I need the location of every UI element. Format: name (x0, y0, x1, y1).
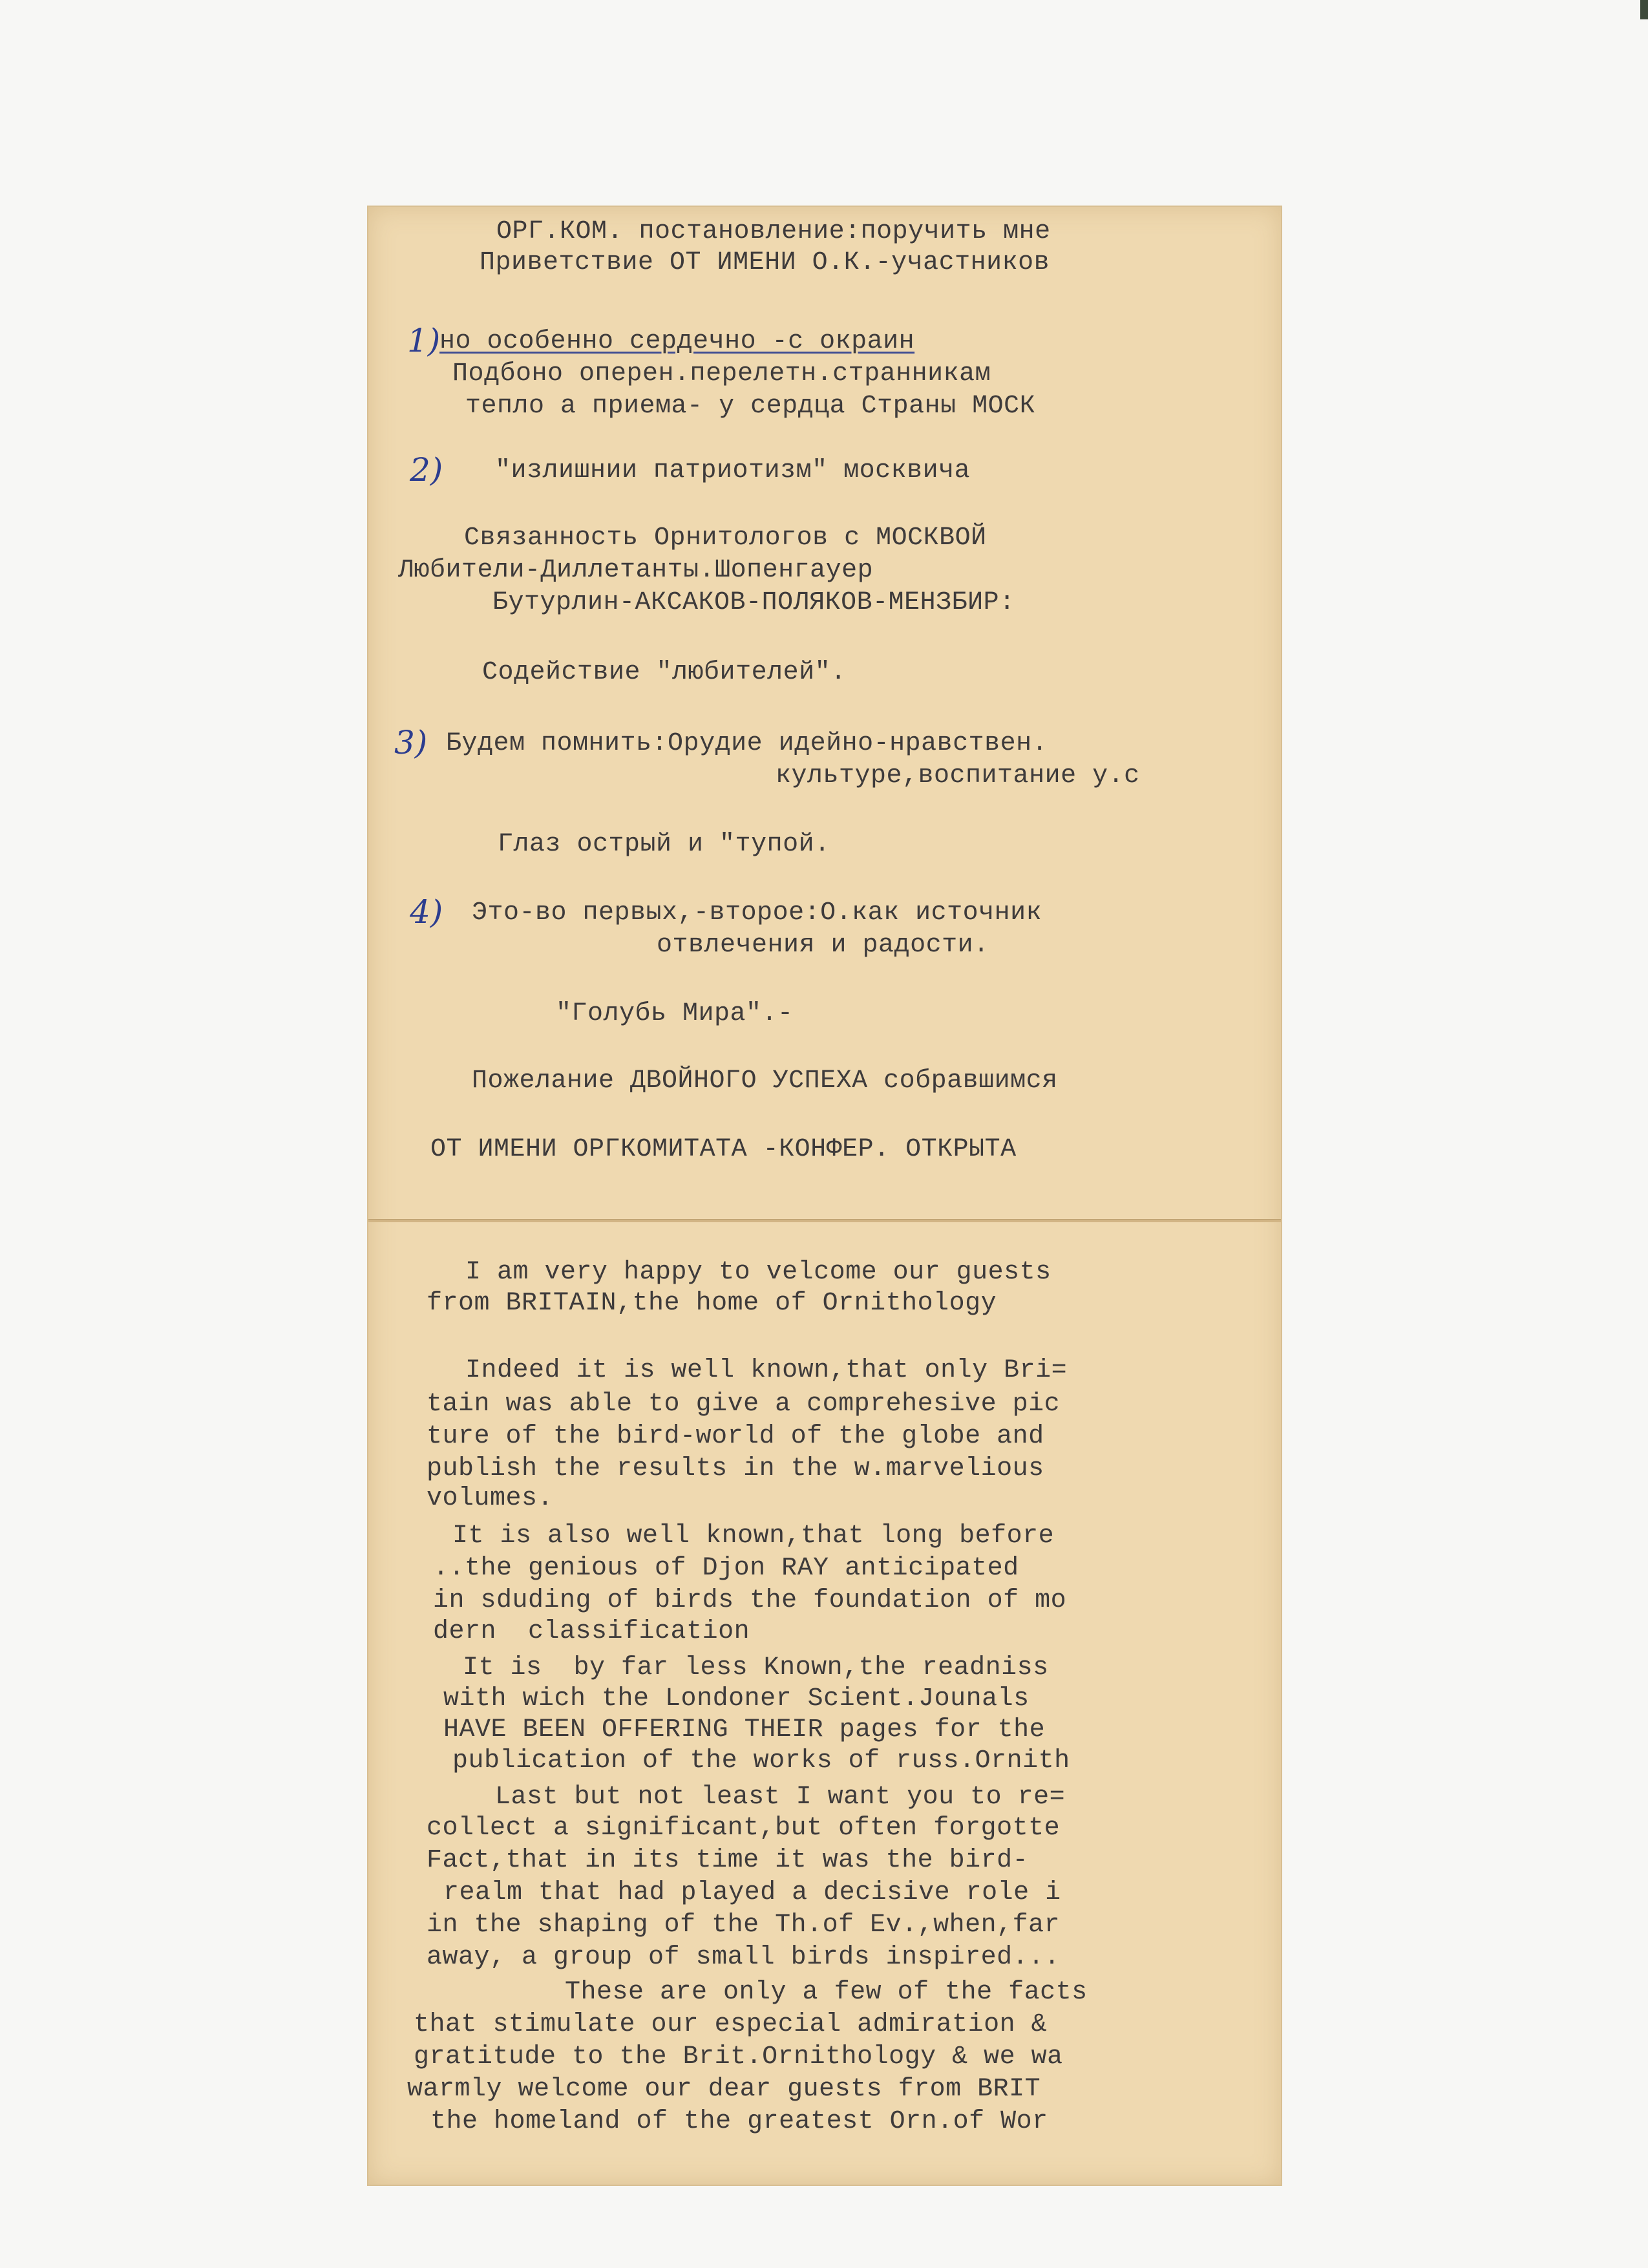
ru-line-6: "излишнии патриотизм" москвича (495, 456, 971, 485)
en-line-17: collect a significant,but often forgotte (427, 1814, 1061, 1843)
en-line-8: It is also well known,that long before (452, 1521, 1055, 1551)
ru-line-14: Это-во первых,-второе:О.как источник (472, 898, 1042, 927)
ru-line-8: Любители-Диллетанты.Шопенгауер (398, 556, 874, 585)
scan-edge (1640, 0, 1648, 19)
en-line-19: realm that had played a decisive role i (443, 1878, 1061, 1907)
margin-number-3: 3) (394, 724, 428, 761)
en-line-11: dern classification (433, 1617, 750, 1646)
ru-line-2: Приветствие ОТ ИМЕНИ О.К.-участников (480, 248, 1050, 277)
en-line-15: publication of the works of russ.Ornith (452, 1746, 1070, 1775)
en-line-9: ..the genious of Djon RAY anticipated (433, 1554, 1019, 1583)
en-line-25: warmly welcome our dear guests from BRIT (407, 2075, 1041, 2104)
en-line-24: gratitude to the Brit.Ornithology & we wa (414, 2042, 1063, 2072)
ru-line-4: Подбоно оперен.перелетн.странникам (452, 359, 991, 388)
typewritten-sheet (367, 206, 1282, 2186)
ru-line-17: Пожелание ДВОЙНОГО УСПЕХА собравшимся (472, 1066, 1058, 1096)
en-line-20: in the shaping of the Th.of Ev.,when,far (427, 1911, 1061, 1940)
ru-line-11: Будем помнить:Орудие идейно-нравствен. (446, 729, 1048, 758)
en-line-1: I am very happy to velcome our guests (465, 1258, 1051, 1287)
en-line-22: These are only a few of the facts (565, 1978, 1088, 2007)
ru-line-7: Связанность Орнитологов с МОСКВОЙ (464, 524, 987, 553)
en-line-6: publish the results in the w.marvelious (427, 1454, 1044, 1483)
ru-line-1: ОРГ.КОМ. постановление:поручить мне (496, 217, 1051, 246)
en-line-14: HAVE BEEN OFFERING THEIR pages for the (443, 1715, 1046, 1744)
ru-line-18: ОТ ИМЕНИ ОРГКОМИТАТА -КОНФЕР. ОТКРЫТА (430, 1135, 1017, 1164)
en-line-10: in sduding of birds the foundation of mo (433, 1586, 1067, 1615)
en-line-23: that stimulate our especial admiration & (414, 2010, 1048, 2039)
en-line-4: tain was able to give a comprehesive pic (427, 1390, 1061, 1419)
ru-line-3: но особенно сердечно -с окраин (439, 327, 915, 356)
ru-line-15: отвлечения и радости. (657, 931, 989, 960)
margin-number-2: 2) (410, 451, 443, 489)
en-line-18: Fact,that in its time it was the bird- (427, 1846, 1029, 1875)
en-line-13: with wich the Londoner Scient.Jounals (443, 1684, 1030, 1713)
margin-number-1: 1) (407, 322, 441, 359)
en-line-26: the homeland of the greatest Orn.of Wor (430, 2107, 1048, 2136)
en-line-7: volumes. (427, 1484, 554, 1513)
en-line-16: Last but not least I want you to re= (495, 1783, 1066, 1812)
en-line-12: It is by far less Known,the readniss (463, 1653, 1049, 1682)
en-line-3: Indeed it is well known,that only Bri= (465, 1356, 1068, 1385)
en-line-5: ture of the bird-world of the globe and (427, 1422, 1044, 1451)
paper-fold (368, 1219, 1281, 1222)
ru-line-12: культуре,воспитание у.с (776, 761, 1140, 790)
en-line-2: from BRITAIN,the home of Ornithology (427, 1289, 997, 1318)
ru-line-16: "Голубь Мира".- (556, 999, 794, 1028)
ru-line-9: Бутурлин-АКСАКОВ-ПОЛЯКОВ-МЕНЗБИР: (492, 588, 1015, 617)
en-line-21: away, a group of small birds inspired... (427, 1943, 1061, 1972)
margin-number-4: 4) (410, 893, 443, 931)
ru-line-13: Глаз острый и "тупой. (498, 830, 830, 859)
ru-line-10: Содействие "любителей". (482, 658, 847, 687)
ru-line-5: тепло а приема- у сердца Страны МОСК (465, 392, 1036, 421)
